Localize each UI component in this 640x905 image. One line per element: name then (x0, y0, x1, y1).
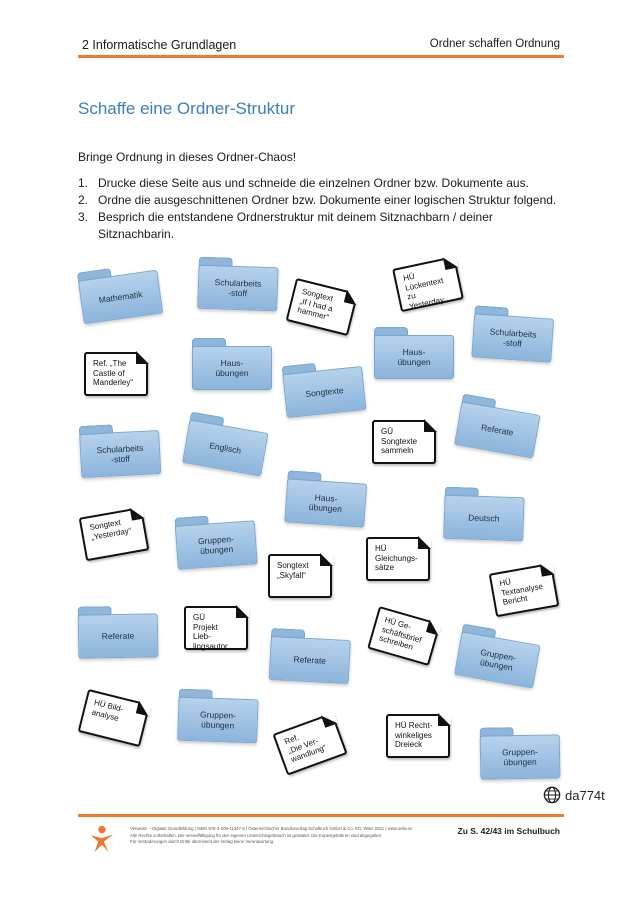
document-card: HÜ Bild- analyse (78, 689, 151, 747)
folder-card: Englisch (182, 411, 270, 476)
globe-icon (543, 786, 561, 804)
publisher-logo-icon (88, 824, 116, 854)
chapter-title: 2 Informatische Grundlagen (82, 38, 237, 52)
textbook-reference: Zu S. 42/43 im Schulbuch (457, 826, 560, 836)
footer-divider (78, 814, 564, 817)
folder-card: Referate (454, 393, 542, 458)
folder-card: Mathematik (77, 262, 163, 325)
folder-card: Songtexte (282, 358, 367, 418)
folder-card: Schularbeits -stoff (471, 305, 554, 362)
document-card: Songtext „Yesterday“ (79, 507, 150, 561)
page-title: Schaffe eine Ordner-Struktur (78, 99, 296, 118)
footer-legal: Verweis!! – Digitale Grundbildung | ISBN 978-3-209-11347-6 | Österreichischer Bundesverlag Schulbuch GmbH & Co. KG, Wien 2021 | www.oebv.at Alle Rechte vorbehalten. Die Vervielfältigung für den eigenen Unterrichtsgebrauch ist gestattet. Die Kopiergebühren sind abgegolten. Für Veränderungen durch Dritte übernimmt der Verlag keine Verantwortung. (130, 826, 412, 844)
folder-card: Haus- übungen (284, 470, 367, 527)
folder-card: Gruppen- übungen (480, 726, 561, 779)
document-card: Ref. „The Castle of Manderley“ (84, 352, 148, 396)
folder-card: Referate (78, 605, 159, 658)
instruction-step: 1. Drucke diese Seite aus und schneide die einzelnen Ordner bzw. Dokumente aus. (78, 176, 529, 190)
folder-card: Haus- übungen (192, 338, 272, 390)
instruction-list (78, 175, 558, 243)
document-card: HÜ Gleichungs- sätze (366, 537, 430, 581)
document-card: Songtext „If I had a hammer“ (286, 278, 359, 336)
folder-card: Deutsch (443, 487, 525, 542)
folder-card: Gruppen- übungen (174, 512, 257, 569)
document-card: HÜ Ge- schäftsbrief schreiben (367, 606, 441, 666)
document-card: HÜ Textanalyse Bericht (489, 563, 560, 617)
online-code[interactable] (543, 786, 605, 804)
page-header (78, 36, 564, 58)
document-card: HÜ Recht- winkeliges Dreieck (386, 714, 450, 758)
online-code-label: da774t (565, 787, 605, 803)
folder-card: Schularbeits -stoff (197, 257, 279, 312)
intro-text: Bringe Ordnung in dieses Ordner-Chaos! (78, 150, 297, 164)
instruction-step: 2. Ordne die ausgeschnittenen Ordner bzw. Dokumente einer logischen Struktur folgend. (78, 193, 557, 207)
folder-card: Gruppen- übungen (177, 689, 259, 744)
document-card: GÜ Songtexte sammeln (372, 420, 436, 464)
document-card: Ref. „Die Ver- wandlung“ (272, 712, 347, 775)
folder-card: Schularbeits -stoff (79, 422, 162, 478)
folder-card: Haus- übungen (374, 327, 454, 379)
folder-card: Referate (269, 628, 352, 684)
document-card: HÜ Lückentext zu Yesterday (392, 256, 464, 312)
instruction-step: 3. Besprich die entstandene Ordnerstruktur mit deinem Sitznachbarn / deiner Sitznachbarin. (78, 210, 493, 241)
document-card: GÜ Projekt Lieb- lingsautor (184, 606, 248, 650)
document-card: Songtext „Skyfall“ (268, 554, 332, 598)
topic-title: Ordner schaffen Ordnung (429, 38, 560, 50)
folder-card: Gruppen- übungen (454, 623, 542, 688)
